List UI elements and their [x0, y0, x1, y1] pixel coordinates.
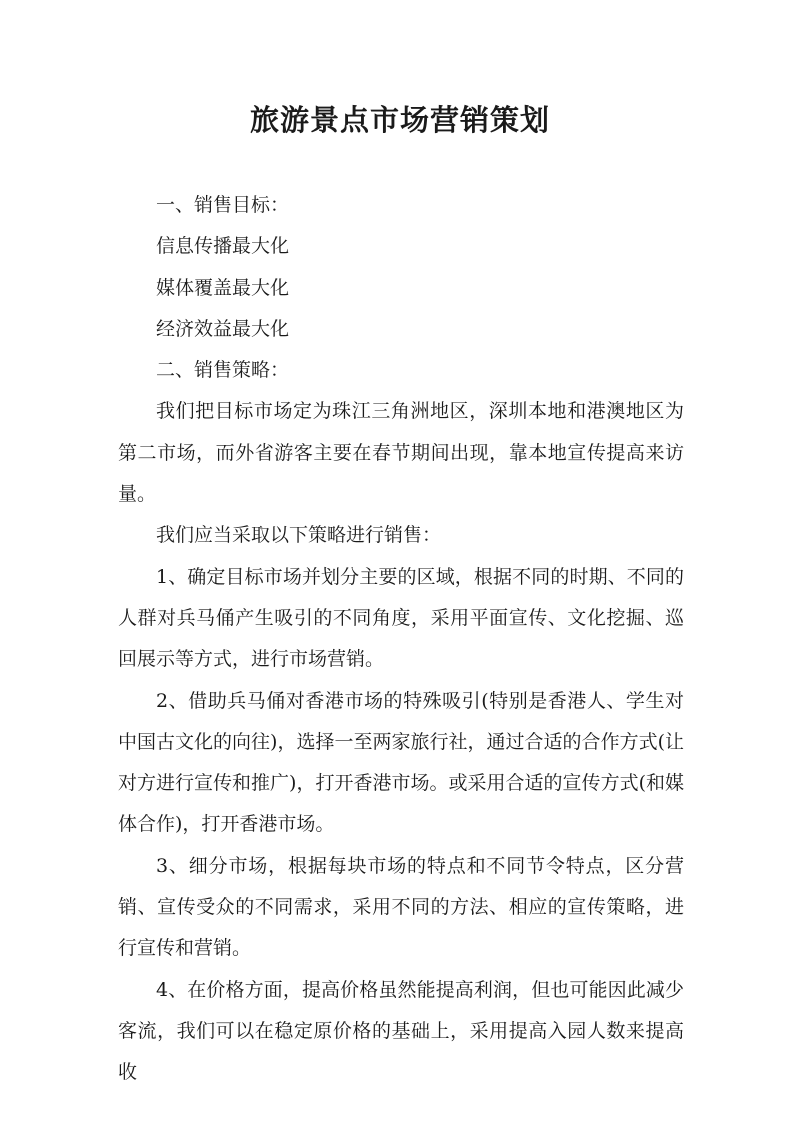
paragraph-target-market: 我们把目标市场定为珠江三角洲地区，深圳本地和港澳地区为第二市场，而外省游客主要在春节期间出现，靠本地宣传提高来访量。 [118, 400, 684, 506]
strategy-item-4: 4、在价格方面，提高价格虽然能提高利润，但也可能因此减少客流，我们可以在稳定原价格的基础上，采用提高入园人数来提高收 [118, 978, 684, 1084]
document-body [118, 185, 684, 1094]
goal-item-economic: 经济效益最大化 [156, 317, 290, 340]
strategy-item-3: 3、细分市场，根据每块市场的特点和不同节令特点，区分营销、宣传受众的不同需求，采用不同的方法、相应的宣传策略，进行宣传和营销。 [118, 854, 684, 960]
paragraph-strategy-intro: 我们应当采取以下策略进行销售： [156, 524, 442, 547]
document-title: 旅游景点市场营销策划 [249, 103, 550, 137]
goal-item-information: 信息传播最大化 [156, 235, 290, 258]
goal-item-media: 媒体覆盖最大化 [156, 276, 290, 299]
heading-sales-goals: 一、销售目标： [156, 194, 290, 216]
strategy-item-1: 1、确定目标市场并划分主要的区域，根据不同的时期、不同的人群对兵马俑产生吸引的不同角度，采用平面宣传、文化挖掘、巡回展示等方式，进行市场营销。 [118, 565, 684, 671]
heading-sales-strategy: 二、销售策略： [156, 359, 290, 382]
strategy-item-2: 2、借助兵马俑对香港市场的特殊吸引(特别是香港人、学生对中国古文化的向往)，选择一至两家旅行社，通过合适的合作方式(让对方进行宣传和推广)，打开香港市场。或采用合适的宣传方式(和媒体合作)，打开香港市场。 [118, 689, 684, 836]
